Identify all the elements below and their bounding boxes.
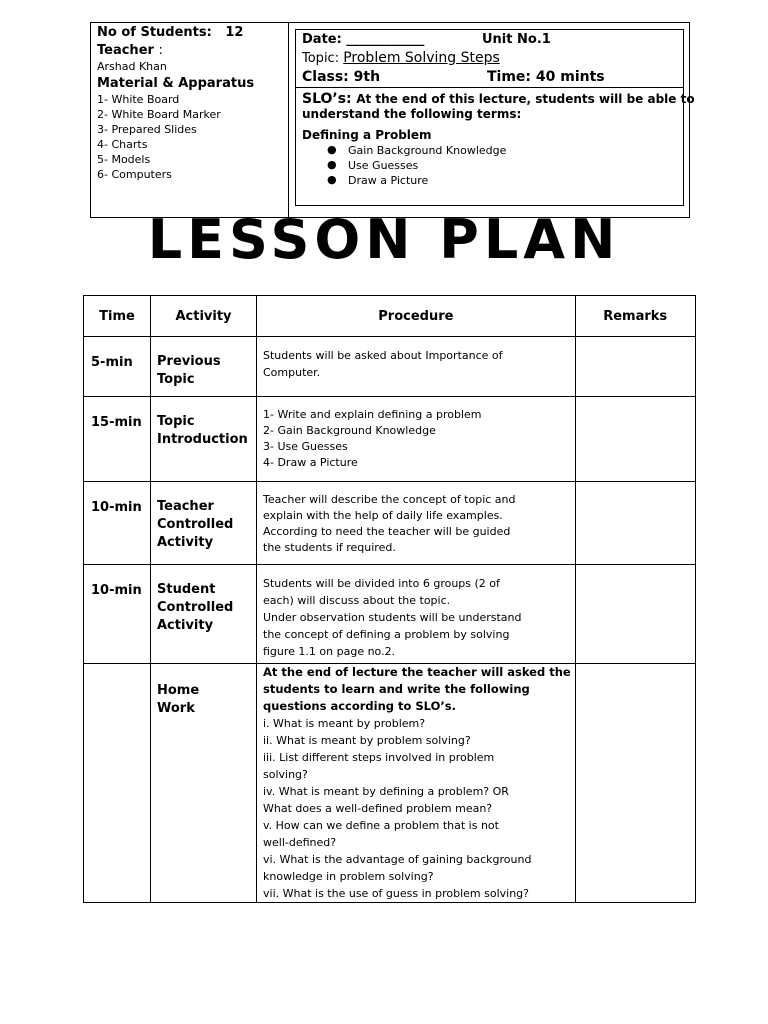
procedure-bold-line: students to learn and write the following: [263, 682, 530, 696]
slo-item: Draw a Picture: [348, 174, 429, 187]
slo-label: SLO’s:: [302, 91, 352, 107]
procedure-bold-line: At the end of lecture the teacher will asked the: [263, 665, 571, 679]
activity-cell: [151, 397, 257, 482]
procedure-line: knowledge in problem solving?: [263, 870, 434, 883]
bullet-icon: ●: [327, 143, 337, 156]
procedure-line: vii. What is the use of guess in problem solving?: [263, 887, 530, 900]
material-item: 2- White Board Marker: [97, 108, 221, 121]
material-item: 5- Models: [97, 153, 151, 166]
table-row: [84, 337, 696, 397]
material-item: 6- Computers: [97, 168, 172, 181]
activity-line: Work: [157, 701, 195, 716]
bullet-icon: ●: [327, 173, 337, 186]
procedure-line: well-defined?: [263, 836, 337, 849]
slo-item: Use Guesses: [348, 159, 419, 172]
procedure-line: iii. List different steps involved in problem: [263, 751, 495, 764]
activity-line: Topic: [157, 414, 195, 429]
procedure-line: the students if required.: [263, 541, 396, 554]
header-procedure: Procedure: [257, 296, 576, 337]
table-header-row: [84, 296, 696, 337]
procedure-line: According to need the teacher will be guided: [263, 525, 511, 538]
activity-line: Teacher: [157, 499, 214, 514]
procedure-cell: [257, 565, 576, 664]
unit-label: Unit No.1: [482, 32, 551, 47]
activity-line: Activity: [157, 535, 214, 550]
remarks-cell: [575, 482, 695, 565]
time-cell: [84, 664, 151, 903]
topic-line: [302, 50, 500, 67]
procedure-cell: [257, 664, 576, 903]
procedure-line: Teacher will describe the concept of topic and: [263, 493, 516, 506]
procedure-line: the concept of defining a problem by solving: [263, 628, 510, 641]
lesson-table: [83, 295, 696, 903]
material-item: 1- White Board: [97, 93, 180, 106]
bullet-icon: ●: [327, 158, 337, 171]
page-title: LESSON PLAN: [147, 208, 621, 271]
procedure-line: 4- Draw a Picture: [263, 456, 358, 469]
procedure-line: Computer.: [263, 366, 321, 379]
procedure-line: vi. What is the advantage of gaining background: [263, 853, 532, 866]
procedure-line: ii. What is meant by problem solving?: [263, 734, 471, 747]
teacher-label: Teacher: [97, 43, 154, 58]
activity-line: Home: [157, 683, 200, 698]
activity-line: Previous: [157, 354, 221, 369]
activity-cell: [151, 565, 257, 664]
remarks-cell: [575, 565, 695, 664]
slo-intro-2: understand the following terms:: [302, 107, 522, 121]
remarks-cell: [575, 337, 695, 397]
procedure-line: iv. What is meant by defining a problem? OR: [263, 785, 509, 798]
procedure-bold-line: questions according to SLO’s.: [263, 699, 456, 713]
activity-cell: [151, 664, 257, 903]
procedure-line: figure 1.1 on page no.2.: [263, 645, 396, 658]
procedure-line: 2- Gain Background Knowledge: [263, 424, 436, 437]
time-cell: 15-min: [84, 397, 151, 482]
time-cell: 5-min: [84, 337, 151, 397]
activity-line: Controlled: [157, 517, 234, 532]
slo-item: Gain Background Knowledge: [348, 144, 507, 157]
procedure-line: Under observation students will be understand: [263, 611, 522, 624]
header-remarks: Remarks: [575, 296, 695, 337]
topic-value: Problem Solving Steps: [343, 50, 500, 66]
students-line: [97, 24, 285, 41]
students-count: 12: [225, 25, 244, 40]
procedure-line: Students will be divided into 6 groups (2 of: [263, 577, 500, 590]
remarks-cell: [575, 664, 695, 903]
procedure-line: What does a well-defined problem mean?: [263, 802, 493, 815]
procedure-line: v. How can we define a problem that is not: [263, 819, 499, 832]
material-label: Material & Apparatus: [97, 76, 255, 91]
header-activity: Activity: [151, 296, 257, 337]
material-item: 3- Prepared Slides: [97, 123, 197, 136]
activity-line: Controlled: [157, 600, 234, 615]
time-cell: 10-min: [84, 565, 151, 664]
activity-line: Topic: [157, 372, 195, 387]
procedure-line: explain with the help of daily life examples.: [263, 509, 503, 522]
header-right-divider: [295, 87, 684, 88]
procedure-cell: [257, 337, 576, 397]
time-label: Time: 40 mints: [487, 69, 605, 85]
procedure-line: each) will discuss about the topic.: [263, 594, 451, 607]
teacher-colon: :: [158, 43, 163, 58]
slo-heading: Defining a Problem: [302, 128, 432, 142]
topic-label: Topic:: [302, 51, 340, 66]
slo-intro: At the end of this lecture, students will be able to: [356, 92, 695, 106]
table-row: [84, 482, 696, 565]
procedure-line: 1- Write and explain defining a problem: [263, 408, 482, 421]
teacher-name: Arshad Khan: [97, 60, 167, 73]
procedure-line: Students will be asked about Importance of: [263, 349, 503, 362]
header-left-info: [97, 24, 285, 182]
header-time: Time: [84, 296, 151, 337]
activity-line: Student: [157, 582, 216, 597]
activity-cell: [151, 482, 257, 565]
table-row: [84, 397, 696, 482]
procedure-cell: [257, 397, 576, 482]
activity-line: Introduction: [157, 432, 248, 447]
table-row: [84, 565, 696, 664]
procedure-line: solving?: [263, 768, 308, 781]
time-cell: 10-min: [84, 482, 151, 565]
teacher-line: [97, 42, 285, 59]
remarks-cell: [575, 397, 695, 482]
procedure-line: 3- Use Guesses: [263, 440, 348, 453]
procedure-line: i. What is meant by problem?: [263, 717, 426, 730]
date-label: Date: ____________: [302, 32, 425, 47]
activity-line: Activity: [157, 618, 214, 633]
class-label: Class: 9th: [302, 69, 381, 85]
students-label: No of Students:: [97, 25, 212, 40]
table-row: [84, 664, 696, 903]
activity-cell: [151, 337, 257, 397]
material-item: 4- Charts: [97, 138, 148, 151]
header-divider: [288, 22, 289, 218]
procedure-cell: [257, 482, 576, 565]
